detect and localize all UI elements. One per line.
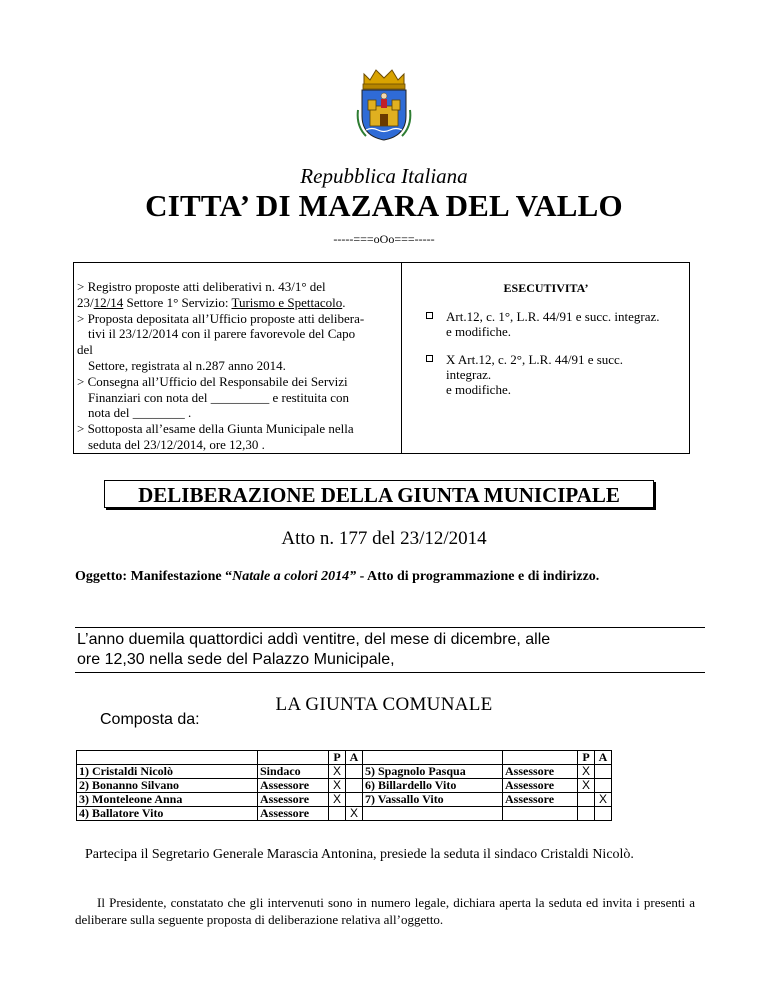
table-cell [503, 751, 578, 765]
member-present: X [329, 779, 346, 793]
registry-line: > Sottoposta all’esame della Giunta Municipale nella [77, 421, 354, 437]
member-absent: X [346, 807, 363, 821]
member-role: Assessore [503, 793, 578, 807]
registry-line: > Consegna all’Ufficio del Responsabile dei Servizi [77, 373, 348, 389]
absent-header: A [595, 751, 612, 765]
member-name: 3) Monteleone Anna [77, 793, 258, 807]
member-role: Sindaco [258, 765, 329, 779]
esecutivita-option-1-text: Art.12, c. 1°, L.R. 44/91 e succ. integraz. [446, 309, 660, 324]
subject-description: - Atto di programmazione e di indirizzo. [356, 569, 600, 584]
deliberation-title: DELIBERAZIONE DELLA GIUNTA MUNICIPALE [104, 480, 654, 508]
giunta-title: LA GIUNTA COMUNALE [275, 694, 493, 715]
member-present: X [578, 765, 595, 779]
present-header: P [329, 751, 346, 765]
registry-box [73, 262, 690, 454]
member-name: 6) Billardello Vito [363, 779, 503, 793]
member-absent [346, 765, 363, 779]
member-absent [595, 765, 612, 779]
republic-heading: Repubblica Italiana [300, 164, 468, 188]
member-present: X [329, 793, 346, 807]
member-role [503, 807, 578, 821]
city-heading: CITTA’ DI MAZARA DEL VALLO [145, 188, 623, 223]
member-present: X [578, 779, 595, 793]
registry-line: > Registro proposte atti deliberativi n. 43/1° del [77, 279, 326, 294]
table-row [77, 807, 612, 821]
table-cell [258, 751, 329, 765]
registry-date-suffix: 12/14 [93, 294, 124, 310]
esecutivita-option-2-text: X Art.12, c. 2°, L.R. 44/91 e succ. [446, 352, 624, 367]
act-number: Atto n. 177 del 23/12/2014 [281, 528, 487, 549]
registry-line: nota del ________ . [88, 405, 192, 421]
registry-period: . [342, 294, 346, 310]
esecutivita-option-2-text: e modifiche. [446, 382, 511, 397]
registry-details [77, 279, 395, 453]
president-paragraph: Il Presidente, constatato che gli intervenuti sono in numero legale, dichiara aperta la seduta ed invita i presenti a deliberare sulla seguente proposta di deliberazione relativa all’oggetto. [75, 895, 695, 927]
members-table [76, 750, 612, 821]
subject-label: Oggetto: Manifestazione “ [75, 569, 233, 584]
registry-line: del [77, 342, 93, 358]
table-row [77, 779, 612, 793]
member-present [329, 807, 346, 821]
meeting-statement [75, 627, 705, 673]
member-present [578, 793, 595, 807]
member-name: 2) Bonanno Silvano [77, 779, 258, 793]
member-absent [595, 779, 612, 793]
registry-line: seduta del 23/12/2014, ore 12,30 . [88, 436, 265, 452]
checkbox-icon [426, 355, 433, 362]
member-present: X [329, 765, 346, 779]
registry-sector: Settore 1° Servizio: [123, 294, 232, 310]
absent-header: A [346, 751, 363, 765]
registry-line: tivi il 23/12/2014 con il parere favorevole del Capo [88, 326, 356, 342]
esecutivita-title: ESECUTIVITA’ [503, 281, 589, 295]
registry-line: Settore, registrata al n.287 anno 2014. [88, 357, 286, 373]
member-role: Assessore [503, 779, 578, 793]
member-name: 1) Cristaldi Nicolò [77, 765, 258, 779]
meeting-line: L’anno duemila quattordici addì ventitre, del mese di dicembre, alle [77, 631, 551, 648]
member-name [363, 807, 503, 821]
member-absent: X [595, 793, 612, 807]
table-row [77, 765, 612, 779]
member-absent [346, 793, 363, 807]
present-header: P [578, 751, 595, 765]
registry-line [77, 295, 395, 311]
esecutivita-option-1-text: e modifiche. [446, 324, 511, 339]
registry-service: Turismo e Spettacolo [231, 294, 343, 310]
participation-paragraph: Partecipa il Segretario Generale Marascia Antonina, presiede la seduta il sindaco Cristaldi Nicolò. [85, 847, 634, 862]
meeting-line: ore 12,30 nella sede del Palazzo Municipale, [77, 651, 395, 668]
table-row [77, 793, 612, 807]
composed-label: Composta da: [100, 711, 200, 728]
member-role: Assessore [258, 793, 329, 807]
member-role: Assessore [503, 765, 578, 779]
member-name: 7) Vassallo Vito [363, 793, 503, 807]
member-present [578, 807, 595, 821]
member-absent [595, 807, 612, 821]
city-crest-icon [356, 66, 412, 142]
member-name: 5) Spagnolo Pasqua [363, 765, 503, 779]
registry-line: Finanziari con nota del _________ e restituita con [88, 389, 350, 405]
esecutivita-option-2-text: integraz. [446, 367, 492, 382]
registry-line: > Proposta depositata all’Ufficio proposte atti delibera- [77, 310, 365, 326]
checkbox-icon [426, 312, 433, 319]
subject-event-name: Natale a colori 2014” [232, 569, 357, 584]
table-cell [77, 751, 258, 765]
member-role: Assessore [258, 807, 329, 821]
member-name: 4) Ballatore Vito [77, 807, 258, 821]
header-separator: -----===oOo===----- [333, 232, 435, 246]
table-header-row [77, 751, 612, 765]
table-cell [363, 751, 503, 765]
subject [75, 568, 693, 585]
registry-date-prefix: 23/ [77, 294, 94, 310]
member-role: Assessore [258, 779, 329, 793]
member-absent [346, 779, 363, 793]
